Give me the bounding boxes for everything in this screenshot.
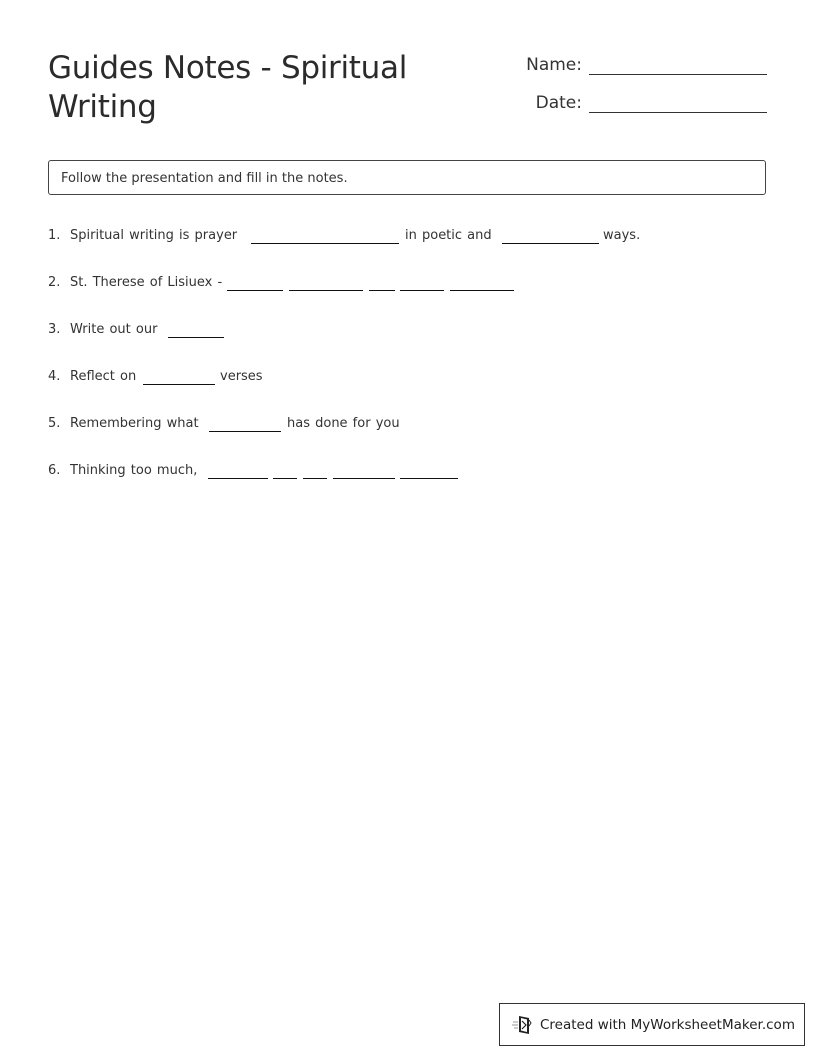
name-label: Name:	[526, 55, 582, 75]
question-text: Remembering what	[70, 416, 199, 431]
question-text: Write out our	[70, 322, 158, 337]
date-field	[512, 93, 767, 113]
question-text: Thinking too much,	[70, 463, 198, 478]
instructions-box: Follow the presentation and fill in the notes.	[48, 160, 766, 195]
footer-credit-text: Created with MyWorksheetMaker.com	[540, 1016, 795, 1033]
question-number: 2.	[48, 275, 61, 290]
question-text: St. Therese of Lisiuex -	[70, 275, 223, 290]
answer-blank[interactable]	[289, 290, 363, 291]
question-text: verses	[220, 369, 263, 384]
date-input-line[interactable]	[589, 94, 767, 113]
footer-credit-box	[499, 1003, 805, 1046]
answer-blank[interactable]	[251, 243, 399, 244]
question-number: 3.	[48, 322, 61, 337]
question-1	[48, 226, 788, 246]
question-text: has done for you	[287, 416, 400, 431]
answer-blank[interactable]	[400, 290, 444, 291]
question-4	[48, 367, 788, 387]
question-5	[48, 414, 788, 434]
answer-blank[interactable]	[273, 478, 297, 479]
answer-blank[interactable]	[209, 431, 281, 432]
answer-blank[interactable]	[168, 337, 224, 338]
question-3	[48, 320, 788, 340]
answer-blank[interactable]	[208, 478, 268, 479]
question-text: in poetic and	[405, 228, 492, 243]
worksheet-maker-logo-icon	[512, 1014, 534, 1036]
answer-blank[interactable]	[303, 478, 327, 479]
page-title: Guides Notes - Spiritual Writing	[48, 50, 408, 125]
question-number: 5.	[48, 416, 61, 431]
question-6	[48, 461, 788, 481]
answer-blank[interactable]	[450, 290, 514, 291]
question-number: 6.	[48, 463, 61, 478]
name-input-line[interactable]	[589, 56, 767, 75]
answer-blank[interactable]	[369, 290, 395, 291]
answer-blank[interactable]	[227, 290, 283, 291]
answer-blank[interactable]	[400, 478, 458, 479]
date-label: Date:	[535, 93, 582, 113]
question-number: 4.	[48, 369, 61, 384]
question-2	[48, 273, 788, 293]
question-number: 1.	[48, 228, 61, 243]
answer-blank[interactable]	[333, 478, 395, 479]
question-text: Reflect on	[70, 369, 137, 384]
question-text: Spiritual writing is prayer	[70, 228, 238, 243]
name-field	[512, 55, 767, 75]
answer-blank[interactable]	[502, 243, 599, 244]
question-text: ways.	[603, 228, 641, 243]
answer-blank[interactable]	[143, 384, 215, 385]
